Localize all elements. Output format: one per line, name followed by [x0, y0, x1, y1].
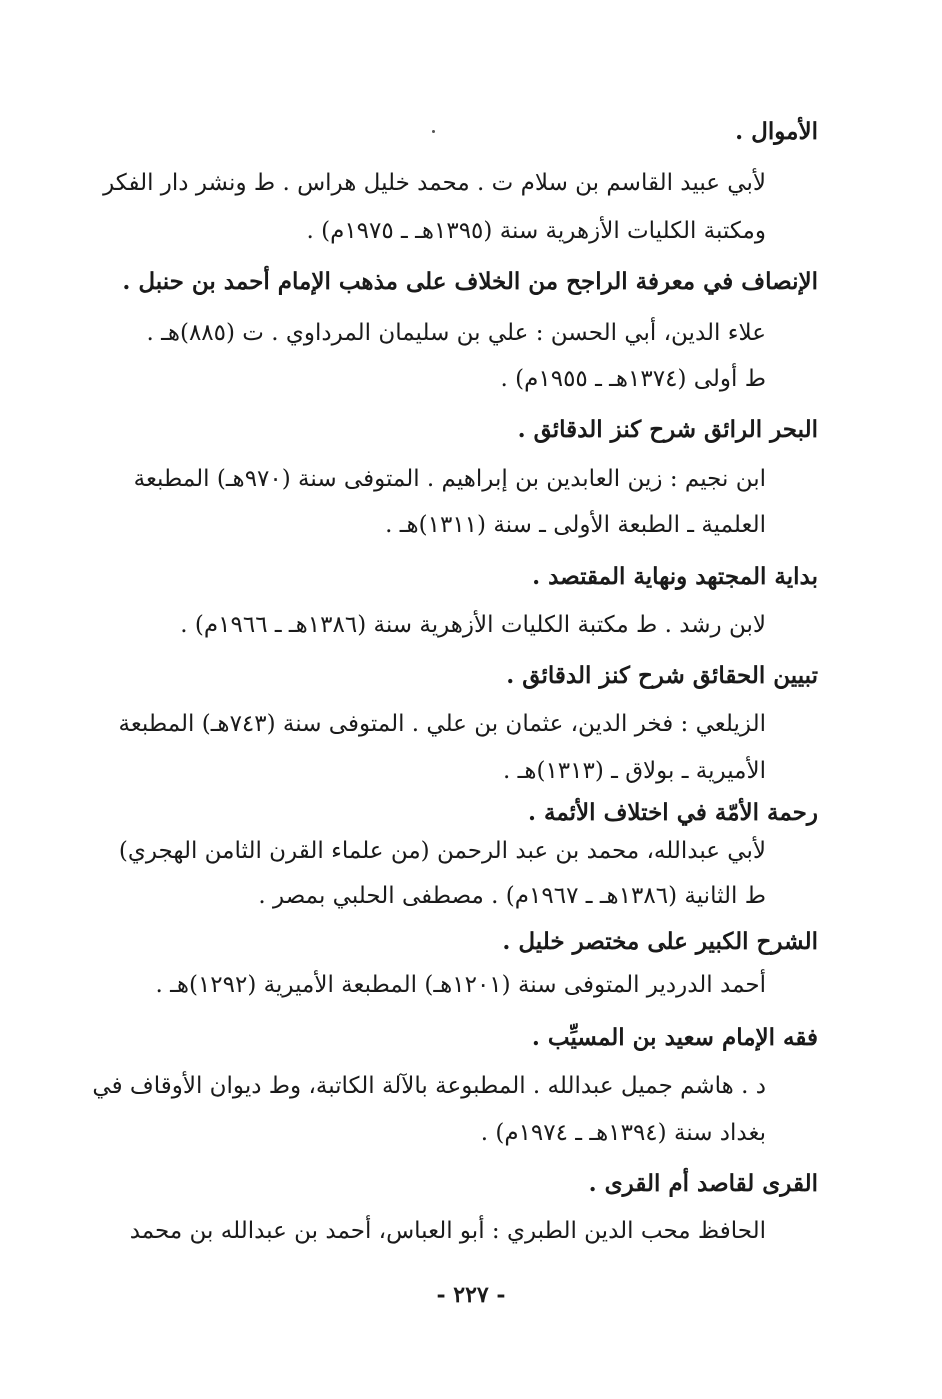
ink-speck	[432, 130, 435, 133]
entry-text-line: بغداد سنة (١٣٩٤هـ ـ ١٩٧٤م) .	[480, 1120, 766, 1146]
entry-text-line: علاء الدين، أبي الحسن : علي بن سليمان المرداوي . ت (٨٨٥)هـ .	[146, 320, 766, 346]
entry-text-line: ومكتبة الكليات الأزهرية سنة (١٣٩٥هـ ـ ١٩٧٥م) .	[306, 218, 766, 244]
entry-title: بداية المجتهد ونهاية المقتصد .	[532, 563, 818, 590]
entry-title: رحمة الأمّة في اختلاف الأئمة .	[528, 799, 818, 826]
entry-text-line: أحمد الدردير المتوفى سنة (١٢٠١هـ) المطبعة الأميرية (١٢٩٢)هـ .	[155, 972, 766, 998]
entry-title: الشرح الكبير على مختصر خليل .	[502, 928, 818, 955]
entry-title: القرى لقاصد أم القرى .	[588, 1170, 818, 1197]
entry-text-line: لأبي عبيد القاسم بن سلام ت . محمد خليل هراس . ط ونشر دار الفكر	[103, 170, 766, 196]
entry-title: فقه الإمام سعيد بن المسيِّب .	[531, 1024, 818, 1051]
page-number: - ٢٢٧ -	[436, 1282, 506, 1308]
entry-text-line: د . هاشم جميل عبدالله . المطبوعة بالآلة الكاتبة، وط ديوان الأوقاف في	[92, 1073, 766, 1099]
entry-text-line: ابن نجيم : زين العابدين بن إبراهيم . المتوفى سنة (٩٧٠هـ) المطبعة	[133, 466, 766, 492]
entry-text-line: ط أولى (١٣٧٤هـ ـ ١٩٥٥م) .	[500, 366, 766, 392]
entry-title: الإنصاف في معرفة الراجح من الخلاف على مذهب الإمام أحمد بن حنبل .	[122, 268, 818, 295]
entry-text-line: الزيلعي : فخر الدين، عثمان بن علي . المتوفى سنة (٧٤٣هـ) المطبعة	[118, 711, 766, 737]
entry-title: الأموال .	[735, 118, 818, 145]
entry-text-line: الأميرية ـ بولاق ـ (١٣١٣)هـ .	[502, 758, 766, 784]
entry-title: البحر الرائق شرح كنز الدقائق .	[517, 416, 818, 443]
entry-text-line: العلمية ـ الطبعة الأولى ـ سنة (١٣١١)هـ .	[385, 512, 766, 538]
entry-text-line: ط الثانية (١٣٨٦هـ ـ ١٩٦٧م) . مصطفى الحلبي بمصر .	[258, 883, 766, 909]
entry-title: تبيين الحقائق شرح كنز الدقائق .	[506, 662, 818, 689]
entry-text-line: الحافظ محب الدين الطبري : أبو العباس، أحمد بن عبدالله بن محمد	[129, 1218, 766, 1244]
entry-text-line: لابن رشد . ط مكتبة الكليات الأزهرية سنة (١٣٨٦هـ ـ ١٩٦٦م) .	[180, 612, 766, 638]
entry-text-line: لأبي عبدالله، محمد بن عبد الرحمن (من علماء القرن الثامن الهجري)	[118, 838, 766, 864]
